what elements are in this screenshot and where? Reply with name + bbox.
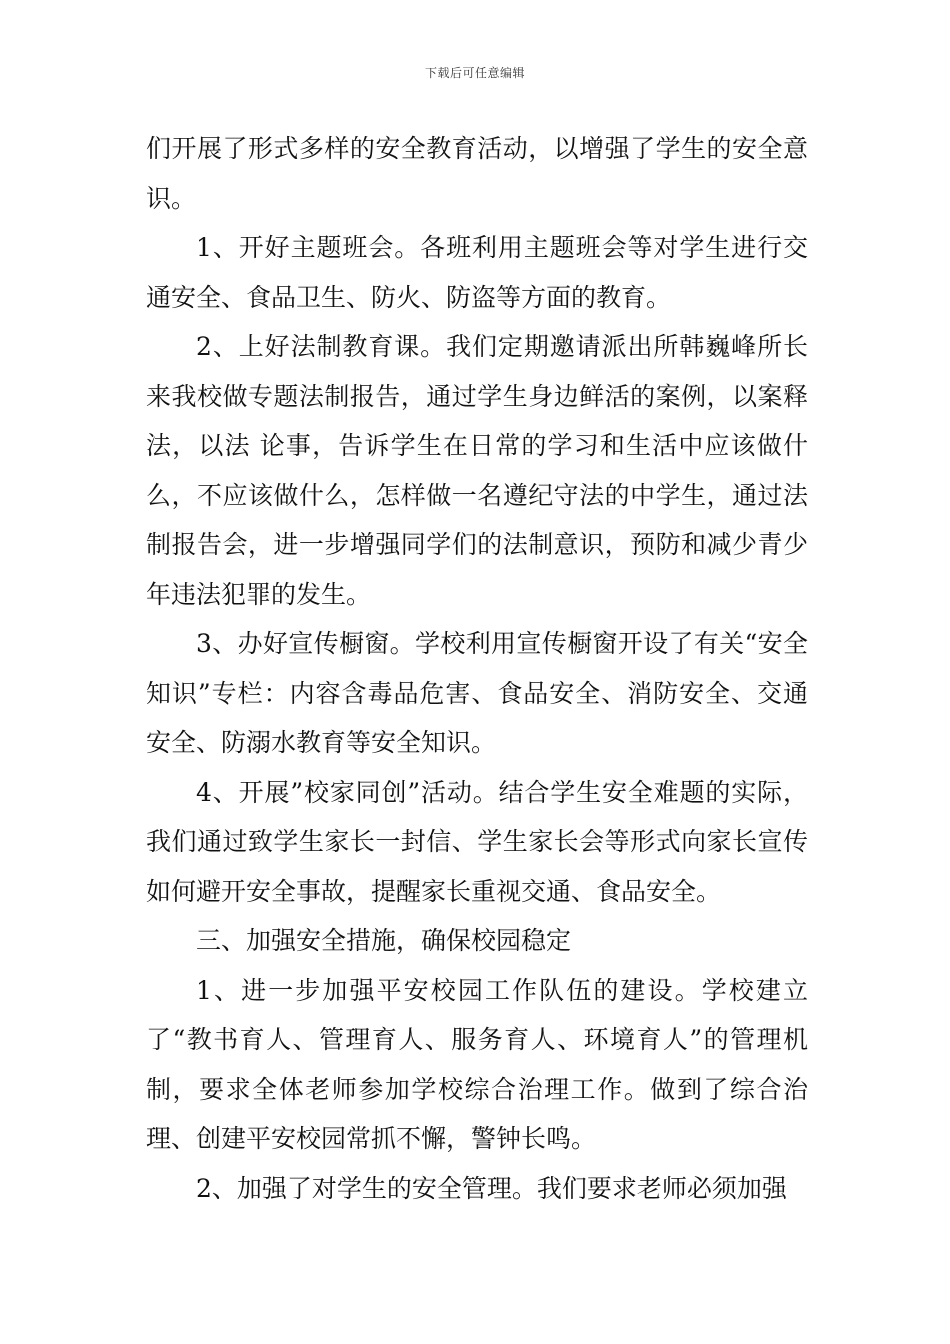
- paragraph-student-management: 2、加强了对学生的安全管理。我们要求老师必须加强: [196, 1173, 787, 1203]
- paragraph-theme-class-meeting: 1、开好主题班会。各班利用主题班会等对学生进行交通安全、食品卫生、防火、防盗等方面的教育。: [146, 233, 808, 312]
- paragraph-school-family: 4、开展”校家同创”活动。结合学生安全难题的实际，我们通过致学生家长一封信、学生家长会等形式向家长宣传如何避开安全事故，提醒家长重视交通、食品安全。: [146, 777, 808, 906]
- paragraph-team-building: 1、进一步加强平安校园工作队伍的建设。学校建立了“教书育人、管理育人、服务育人、环境育人”的管理机制，要求全体老师参加学校综合治理工作。做到了综合治理、创建平安校园常抓不懈，警钟长鸣。: [146, 975, 808, 1153]
- document-body: [146, 124, 808, 1213]
- paragraph-publicity-window: 3、办好宣传橱窗。学校利用宣传橱窗开设了有关“安全知识”专栏：内容含毒品危害、食品安全、消防安全、交通安全、防溺水教育等安全知识。: [146, 629, 808, 757]
- paragraph-legal-education: 2、上好法制教育课。我们定期邀请派出所韩巍峰所长来我校做专题法制报告，通过学生身边鲜活的案例，以案释法，以法 论事，告诉学生在日常的学习和生活中应该做什么，不应该做什么，怎样做一名遵纪守法的中学生，通过法制报告会，进一步增强同学们的法制意识，预防和减少青少年违法犯罪的发生。: [146, 332, 808, 609]
- page-header: 下载后可任意编辑: [424, 66, 525, 80]
- section-heading-safety-measures: 三、加强安全措施，确保校园稳定: [196, 926, 572, 955]
- paragraph-continuation: 们开展了形式多样的安全教育活动，以增强了学生的安全意识。: [146, 134, 808, 213]
